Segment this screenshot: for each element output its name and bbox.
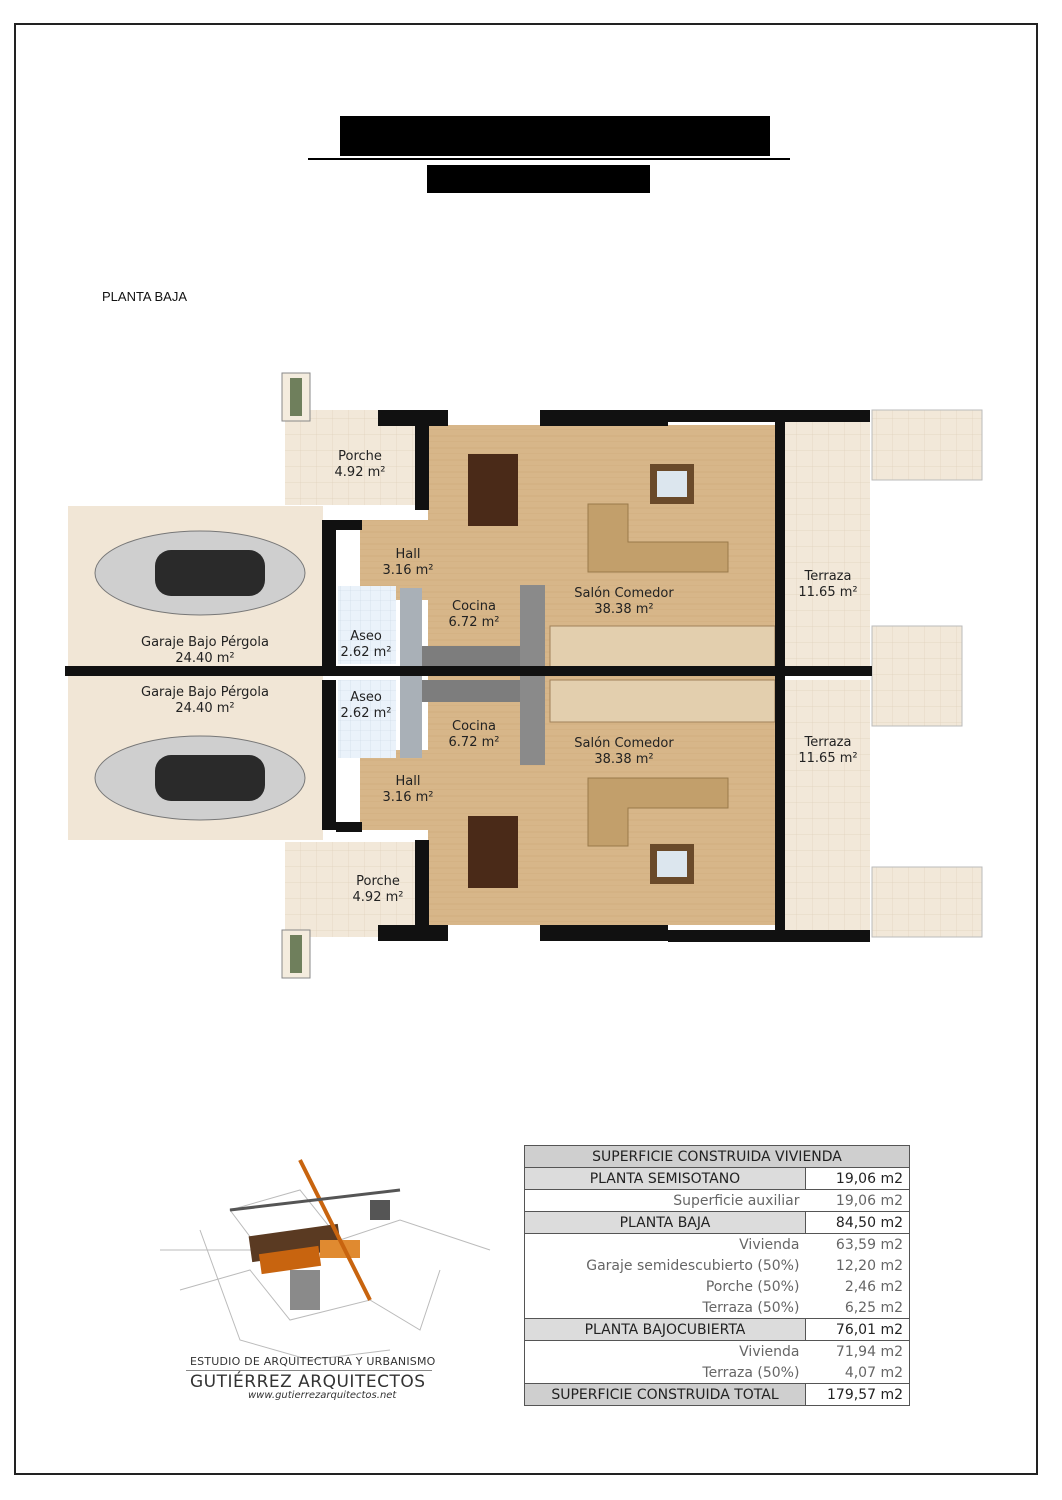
row-baja-porche-label: Porche (50%) [525, 1276, 806, 1297]
stairs-ext-mid [872, 626, 962, 726]
area-terraza-bottom: 11.65 m² [798, 751, 858, 766]
area-hall-bottom: 3.16 m² [382, 790, 434, 805]
area-terraza-top: 11.65 m² [798, 585, 858, 600]
area-cocina-top: 6.72 m² [448, 615, 500, 630]
row-bc-vivienda-value: 71,94 m2 [805, 1341, 909, 1363]
firm-website: www.gutierrezarquitectos.net [248, 1390, 397, 1401]
row-baja-garaje-value: 12,20 m2 [805, 1255, 909, 1276]
dining-table-bottom [468, 816, 518, 888]
area-cocina-bottom: 6.72 m² [448, 735, 500, 750]
label-cocina-top: Cocina [452, 599, 496, 614]
stairs-int-top [550, 626, 775, 668]
row-baja-label: PLANTA BAJA [525, 1212, 806, 1234]
row-bajocubierta-value: 76,01 m2 [805, 1319, 909, 1341]
stairs-int-bottom [550, 680, 775, 722]
label-hall-bottom: Hall [395, 774, 421, 789]
row-bc-terraza-value: 4,07 m2 [805, 1362, 909, 1384]
label-garaje-top: Garaje Bajo Pérgola [141, 635, 269, 650]
label-aseo-top: Aseo [350, 629, 382, 644]
label-salon-bottom: Salón Comedor [574, 736, 674, 751]
stairs-ext-top [872, 410, 982, 480]
area-porche-bottom: 4.92 m² [352, 890, 404, 905]
coffee-table-bottom-glass [657, 851, 687, 877]
row-bc-terraza-label: Terraza (50%) [525, 1362, 806, 1384]
title-rule [308, 158, 790, 160]
area-salon-bottom: 38.38 m² [594, 752, 654, 767]
car-top-roof [155, 550, 265, 596]
row-baja-terraza-value: 6,25 m2 [805, 1297, 909, 1319]
kitchen-counter-bottom [420, 680, 530, 702]
terrace-bottom [785, 680, 870, 930]
label-terraza-bottom: Terraza [804, 735, 852, 750]
stairs-ext-bottom [872, 867, 982, 937]
floor-plan [60, 370, 985, 982]
terrace-top [785, 422, 870, 672]
label-hall-top: Hall [395, 547, 421, 562]
firm-logo-graphic [140, 1150, 500, 1410]
area-porche-top: 4.92 m² [334, 465, 386, 480]
area-aseo-top: 2.62 m² [340, 645, 392, 660]
car-bottom-roof [155, 755, 265, 801]
row-bajocubierta-label: PLANTA BAJOCUBIERTA [525, 1319, 806, 1341]
row-baja-garaje-label: Garaje semidescubierto (50%) [525, 1255, 806, 1276]
label-garaje-bottom: Garaje Bajo Pérgola [141, 685, 269, 700]
studio-subtitle: ESTUDIO DE ARQUITECTURA Y URBANISMO [190, 1355, 436, 1368]
redacted-subtitle [427, 165, 650, 193]
row-baja-terraza-label: Terraza (50%) [525, 1297, 806, 1319]
row-total-label: SUPERFICIE CONSTRUIDA TOTAL [525, 1384, 806, 1406]
area-hall-top: 3.16 m² [382, 563, 434, 578]
plant-bottom [290, 935, 302, 973]
redacted-title [340, 116, 770, 156]
label-salon-top: Salón Comedor [574, 586, 674, 601]
row-sup-aux-label: Superficie auxiliar [525, 1190, 806, 1212]
coffee-table-top-glass [657, 471, 687, 497]
row-baja-porche-value: 2,46 m2 [805, 1276, 909, 1297]
row-total-value: 179,57 m2 [805, 1384, 909, 1406]
label-cocina-bottom: Cocina [452, 719, 496, 734]
dining-table-top [468, 454, 518, 526]
area-salon-top: 38.38 m² [594, 602, 654, 617]
label-terraza-top: Terraza [804, 569, 852, 584]
label-porche-top: Porche [338, 449, 382, 464]
row-semisotano-label: PLANTA SEMISOTANO [525, 1168, 806, 1190]
area-aseo-bottom: 2.62 m² [340, 706, 392, 721]
surface-table [524, 1145, 910, 1406]
surface-table-title: SUPERFICIE CONSTRUIDA VIVIENDA [525, 1146, 910, 1168]
row-semisotano-value: 19,06 m2 [805, 1168, 909, 1190]
plant-top [290, 378, 302, 416]
firm-name: GUTIÉRREZ ARQUITECTOS [190, 1372, 426, 1392]
label-porche-bottom: Porche [356, 874, 400, 889]
kitchen-counter-top [420, 646, 530, 668]
section-label: PLANTA BAJA [102, 289, 188, 304]
party-wall-garage [65, 666, 395, 676]
row-baja-vivienda-value: 63,59 m2 [805, 1234, 909, 1256]
row-baja-vivienda-label: Vivienda [525, 1234, 806, 1256]
row-sup-aux-value: 19,06 m2 [805, 1190, 909, 1212]
studio-rule [186, 1370, 432, 1371]
row-bc-vivienda-label: Vivienda [525, 1341, 806, 1363]
row-baja-value: 84,50 m2 [805, 1212, 909, 1234]
label-aseo-bottom: Aseo [350, 690, 382, 705]
area-garaje-bottom: 24.40 m² [175, 701, 235, 716]
area-garaje-top: 24.40 m² [175, 651, 235, 666]
